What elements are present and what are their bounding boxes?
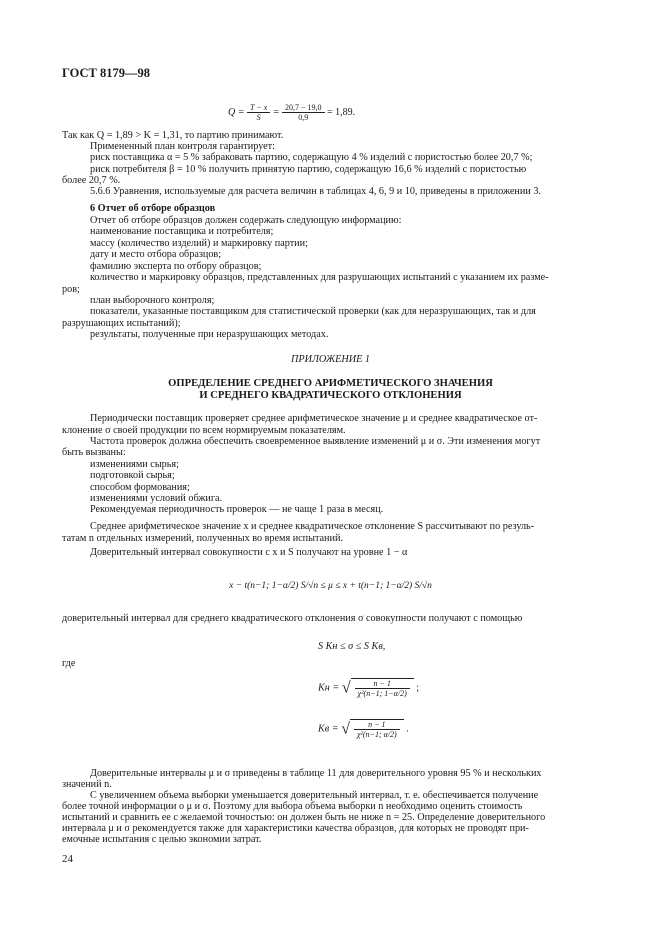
section-title: 6 Отчет об отборе образцов xyxy=(90,203,216,214)
where-label: где xyxy=(62,658,76,669)
text-line: Отчет об отборе образцов должен содержать следующую информацию: xyxy=(90,215,402,226)
text-line: дату и место отбора образцов; xyxy=(90,249,222,260)
q-frac2 xyxy=(282,103,325,122)
interval-formula: x − t(n−1; 1−α/2) S/√n ≤ μ ≤ x + t(n−1; 1−α/2) S/√n xyxy=(229,581,432,591)
sqrt-icon: √ xyxy=(341,720,350,738)
page-number: 24 xyxy=(62,853,73,865)
kn-lhs: Kн = xyxy=(318,682,340,694)
text-line: 5.6.6 Уравнения, используемые для расчета величин в таблицах 4, 6, 9 и 10, приведены в приложении 3. xyxy=(90,186,541,197)
list-item: способом формования; xyxy=(90,482,190,493)
text-line: фамилию эксперта по отбору образцов; xyxy=(90,261,262,272)
text-line: массу (количество изделий) и маркировку партии; xyxy=(90,238,308,249)
text-line: Частота проверок должна обеспечить своевременное выявление изменений μ и σ. Эти изменения могут xyxy=(90,436,541,447)
text-line: риск потребителя β = 10 % получить принятую партию, содержащую 16,6 % изделий с пористостью xyxy=(90,164,527,175)
text-line: результаты, полученные при неразрушающих методах. xyxy=(90,329,329,340)
text-line: более 20,7 %. xyxy=(62,175,121,186)
kn-num: n − 1 xyxy=(355,679,410,689)
list-item: изменениями условий обжига. xyxy=(90,493,223,504)
text-line: Примененный план контроля гарантирует: xyxy=(90,141,275,152)
text-line: план выборочного контроля; xyxy=(90,295,215,306)
q-frac2-den: 0,9 xyxy=(298,113,309,122)
list-item: подготовкой сырья; xyxy=(90,470,175,481)
text-line: татам n отдельных измерений, полученных во время испытаний. xyxy=(62,533,343,544)
q-lhs: Q = xyxy=(228,106,245,118)
kv-end: . xyxy=(406,723,409,735)
sigma-formula: S Kн ≤ σ ≤ S Kв, xyxy=(318,641,386,652)
kv-radicand xyxy=(350,719,404,739)
text-line: риск поставщика α = 5 % забраковать партию, содержащую 4 % изделий с пористостью более 20,7 %; xyxy=(90,152,533,163)
q-formula xyxy=(228,103,355,122)
q-frac1-num: T − x xyxy=(247,103,270,113)
kv-lhs: Kв = xyxy=(318,723,339,735)
kn-end: ; xyxy=(416,682,420,694)
text-line: Доверительный интервал совокупности с x и S получают на уровне 1 − α xyxy=(90,547,408,558)
text-line: Периодически поставщик проверяет среднее арифметическое значение μ и среднее квадратическое от- xyxy=(90,413,538,424)
text-line: показатели, указанные поставщиком для статистической проверки (как для неразрушающих, так и для xyxy=(90,306,536,317)
sqrt-icon: √ xyxy=(341,679,351,697)
q-frac1 xyxy=(247,103,270,122)
text-line: быть вызваны: xyxy=(62,447,126,458)
text-line: разрушающих испытаний); xyxy=(62,318,181,329)
kn-radicand xyxy=(351,678,414,698)
text-line: клонение σ своей продукции по всем нормируемым показателям. xyxy=(62,425,346,436)
q-eq: = xyxy=(272,106,280,118)
text-line: ров; xyxy=(62,284,80,295)
text-line: Среднее арифметическое значение x и среднее квадратическое отклонение S рассчитывают по резуль- xyxy=(90,521,535,532)
text-line: количество и маркировку образцов, представленных для разрушающих испытаний с указанием их разме- xyxy=(90,272,549,283)
text-line: испытаний и сравнить ее с желаемой точностью: он должен быть не ниже n = 25. Определение доверительного xyxy=(62,812,546,823)
kn-formula xyxy=(318,678,419,698)
kv-formula xyxy=(318,719,409,739)
kv-num: n − 1 xyxy=(354,720,400,730)
appendix-label: ПРИЛОЖЕНИЕ 1 xyxy=(291,354,370,365)
list-item: изменениями сырья; xyxy=(90,459,179,470)
q-frac1-den: S xyxy=(256,113,261,122)
document-header: ГОСТ 8179—98 xyxy=(62,66,151,80)
text-line: интервала μ и σ рекомендуется также для характеристики качества образцов, для которых не проводят при- xyxy=(62,823,529,834)
text-line: Рекомендуемая периодичность проверок — не чаще 1 раза в месяц. xyxy=(90,504,384,515)
text-line: емочные испытания с целью экономии затрат. xyxy=(62,834,262,845)
kn-den: χ²(n−1; 1−α/2) xyxy=(357,689,407,698)
text-line: доверительный интервал для среднего квадратического отклонения σ совокупности получают с помощью xyxy=(62,613,523,624)
q-result: = 1,89. xyxy=(327,106,356,118)
kv-den: χ²(n−1; α/2) xyxy=(356,730,397,739)
text-line: С увеличением объема выборки уменьшается доверительный интервал, т. е. обеспечивается получение xyxy=(90,790,539,801)
text-line: наименование поставщика и потребителя; xyxy=(90,226,274,237)
kn-frac xyxy=(355,679,410,698)
q-frac2-num: 20,7 − 19,0 xyxy=(282,103,325,113)
appendix-title-line2: И СРЕДНЕГО КВАДРАТИЧЕСКОГО ОТКЛОНЕНИЯ xyxy=(199,390,462,401)
text-line: Доверительные интервалы μ и σ приведены в таблице 11 для доверительного уровня 95 % и нескольких xyxy=(90,768,542,779)
text-line: Так как Q = 1,89 > K = 1,31, то партию принимают. xyxy=(62,130,284,141)
text-line: более точной информации о μ и σ. Поэтому для выбора объема выборки n необходимо оценить стоимость xyxy=(62,801,523,812)
text-line: значений n. xyxy=(62,779,112,790)
kv-frac xyxy=(354,720,400,739)
appendix-title-line1: ОПРЕДЕЛЕНИЕ СРЕДНЕГО АРИФМЕТИЧЕСКОГО ЗНАЧЕНИЯ xyxy=(168,378,493,389)
